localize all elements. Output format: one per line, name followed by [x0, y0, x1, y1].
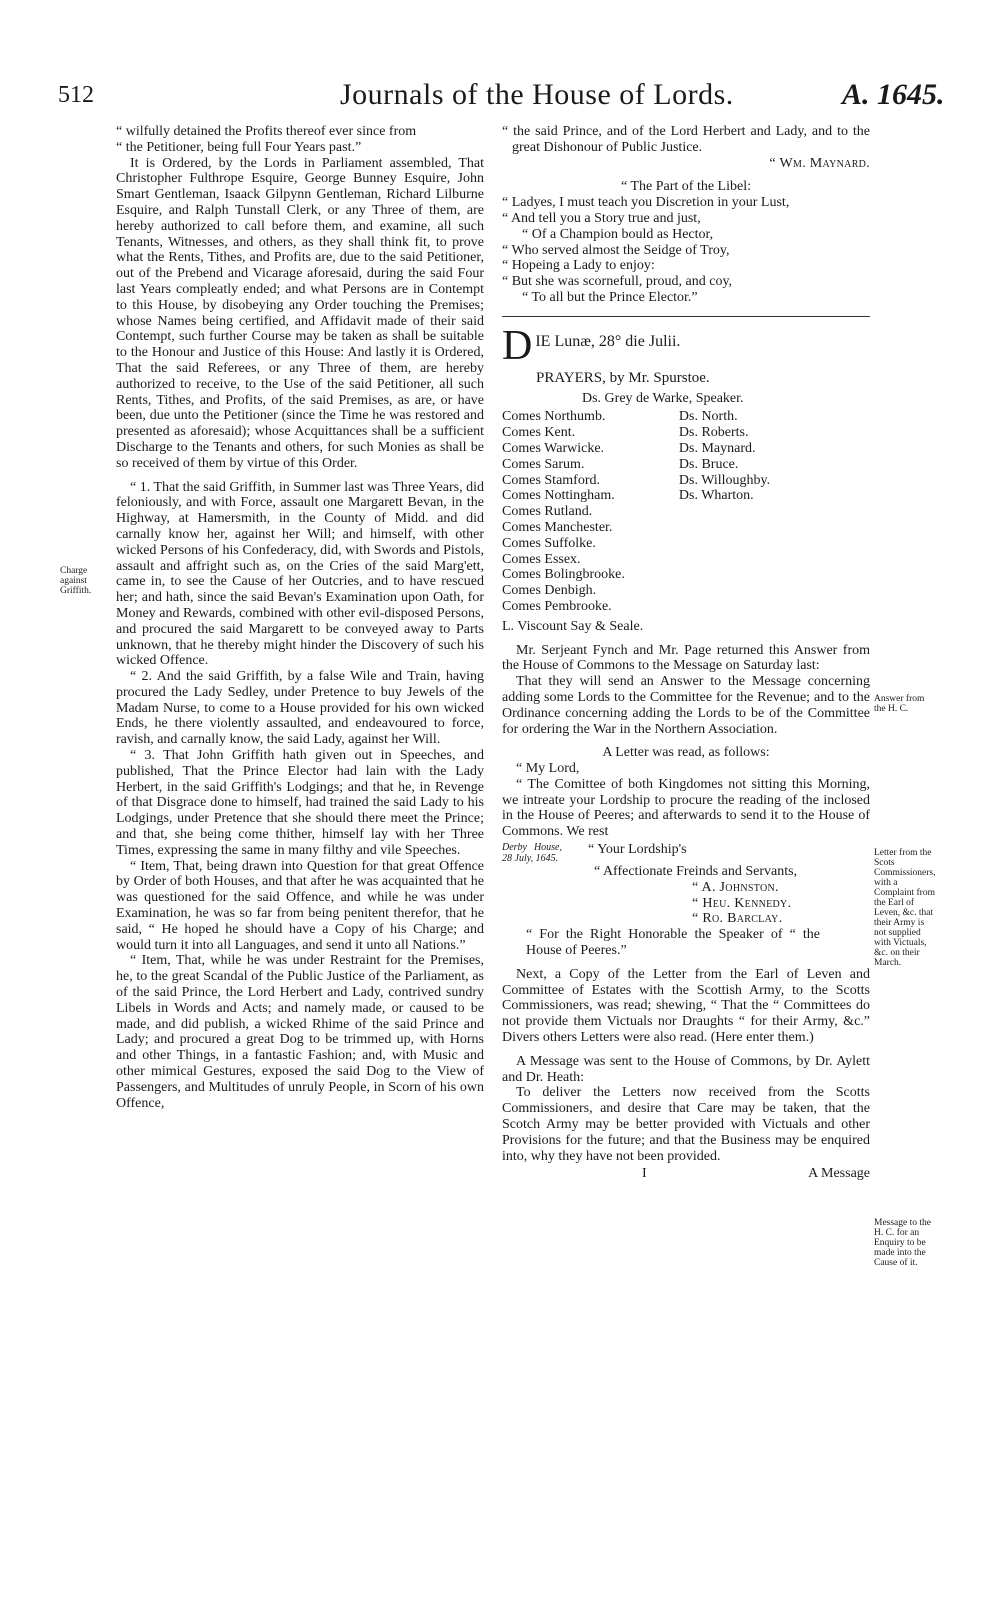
attendee: Comes Essex.	[502, 551, 581, 567]
date-initial: D	[502, 322, 533, 369]
message-paragraph: A Message was sent to the House of Commons, by Dr. Aylett and Dr. Heath:	[502, 1053, 870, 1085]
margin-note-letter: Letter from the Scots Commissioners, with a Complaint from the Earl of Leven, &c. that their Army is not supplied with Victuals, &c. on their March.	[874, 848, 936, 968]
attendance-lords	[679, 409, 770, 614]
margin-note-charge: Charge against Griffith.	[60, 566, 92, 596]
libel-continuation: “ the said Prince, and of the Lord Herbert and Lady, and to the great Dishonour of Public Justice.	[502, 124, 870, 155]
date-heading	[502, 322, 870, 369]
signer-2: “ Heu. Kennedy.	[692, 895, 792, 911]
attendee: Comes Nottingham.	[502, 488, 615, 504]
attendee: Comes Kent.	[502, 425, 576, 441]
signer-3: “ Ro. Barclay.	[692, 911, 783, 927]
charge-5: “ Item, That, while he was under Restraint for the Premises, he, to the great Scandal of the Public Justice of the Parliament, as of the said Prince, the Lord Herbert and Lady, contrived sundry Libels in Words and Acts; and namely made, or caused to be made, and did publish, a wicked Rhime of the said Prince and Lady; and procured a great Dog to be trimmed up, with Horns and other Things, in a fantastic Fashion; and, with Music and other mimical Gestures, exposed the said Dog to the View of Passengers, and Multitudes of unruly People, in Scorn of his own Offence,	[116, 953, 484, 1111]
attendee: Comes Northumb.	[502, 409, 606, 425]
libel-line-5: “ Hopeing a Lady to enjoy:	[502, 258, 655, 274]
date-text: IE Lunæ, 28° die Julii.	[535, 332, 681, 350]
section-divider	[502, 316, 870, 317]
opening-line-2: “ the Petitioner, being full Four Years past.”	[116, 139, 362, 155]
message-detail: To deliver the Letters now received from the Scotts Commissioners, and desire that Care may be taken, that the Scotch Army may be better provided with Victuals and other Provisions for the future; and that the Business may be enquired into, why they have not been provided.	[502, 1085, 870, 1164]
page-number: 512	[58, 82, 94, 108]
opening-line-1: “ wilfully detained the Profits thereof ever since from	[116, 124, 417, 139]
attendee: Ds. Roberts.	[678, 425, 749, 441]
letter-place-date: Derby House, 28 July, 1645.	[502, 842, 562, 865]
libel-line-2: “ And tell you a Story true and just,	[502, 210, 701, 226]
libel-line-3: “ Of a Champion bould as Hector,	[522, 226, 714, 242]
charge-1: “ 1. That the said Griffith, in Summer last was Three Years, did feloniously, and with Force, assault one Margarett Bevan, in the Highway, at Hamersmith, in the County of Midd. and did carnally know her, against her Will; and himself, with other wicked Persons of his Confederacy, did, with Swords and Pistols, assault and affright such as, on the Cries of the said Marg'ett, came in, to see the Cause of her Outcries, and to have rescued her; and hath, since the said Bevan's Examination upon Oath, for Money and Rewards, combined with other evil-disposed Persons, and procured the said Margarett to be conveyed away to Parts unknown, that he thereby might hinder the Discovery of such his wicked Offence.	[116, 479, 484, 669]
attendee: Comes Warwicke.	[502, 440, 605, 456]
charge-3: “ 3. That John Griffith hath given out in Speeches, and published, That the Prince Elector had lain with the Lady Herbert, in the said Griffith's Lodgings; and that he, in Revenge of that Disgrace done to himself, had trained the said Lady to his Lodgings, under Pretence that she should there meet the Prince; and that, she being come thither, himself lay with her Three Times, expressing the same in many filthy and vile Speeches.	[116, 748, 484, 858]
letter-intro: A Letter was read, as follows:	[602, 745, 770, 761]
letter-body: “ The Comittee of both Kingdomes not sitting this Morning, we intreate your Lordship to procure the reading of the inclosed in the House of Peeres; and afterwards to send it to the House of Commons. We rest	[502, 776, 870, 840]
libel-title: “ The Part of the Libel:	[621, 179, 751, 195]
letter-closing	[502, 842, 870, 864]
attendee: Comes Pembrooke.	[502, 598, 612, 614]
attendee: Comes Bolingbrooke.	[502, 567, 625, 583]
attendee: Ds. Willoughby.	[678, 472, 771, 488]
attendance-earls	[502, 409, 625, 614]
attendee: Ds. Wharton.	[678, 488, 754, 504]
libel-line-7: “ To all but the Prince Elector.”	[522, 289, 698, 305]
prayers-line: PRAYERS, by Mr. Spurstoe.	[536, 369, 710, 386]
letter-address: “ For the Right Honorable the Speaker of “ the House of Peeres.”	[526, 927, 820, 959]
libel-line-6: “ But she was scornefull, proud, and coy,	[502, 274, 733, 290]
attendee: Ds. Maynard.	[678, 440, 756, 456]
letter-closing-1: “ Your Lordship's	[588, 842, 687, 858]
signer-1: “ A. Johnston.	[692, 879, 779, 895]
libel-line-1: “ Ladyes, I must teach you Discretion in your Lust,	[502, 195, 790, 211]
attendance-list	[502, 409, 870, 614]
margin-note-message: Message to the H. C. for an Enquiry to be made into the Cause of it.	[874, 1218, 931, 1268]
right-column	[502, 124, 870, 1182]
answer-detail: That they will send an Answer to the Message concerning adding some Lords to the Committee for the Revenue; and to the Ordinance concerning adding the Lords to be of the Committee for ordering the War in the Northern Association.	[502, 674, 870, 737]
copy-paragraph: Next, a Copy of the Letter from the Earl of Leven and Committee of Estates with the Scottish Army, to the Scotts Commissioners, was read; shewing, “ That the “ Committees do not provide them Victuals nor Draughts “ for their Army, &c.” Divers others Letters were also read. (Here enter them.)	[502, 966, 870, 1046]
letter-salutation: “ My Lord,	[516, 761, 580, 777]
speaker-line: Ds. Grey de Warke, Speaker.	[582, 390, 744, 406]
left-column	[116, 124, 484, 1111]
letter-closing-2: “ Affectionate Freinds and Servants,	[594, 864, 798, 880]
charge-2: “ 2. And the said Griffith, by a false Wile and Train, having procured the Lady Sedley, under Pretence to buy Jewels of the Madam Nurse, to come to a House provided for his own wicked Ends, he there violently assaulted, and endeavoured to force, ravish, and carnally know, the said Lady, against her Will.	[116, 669, 484, 748]
page-header	[0, 78, 992, 122]
attendee: Comes Suffolke.	[502, 535, 596, 551]
year-heading: A. 1645.	[842, 78, 945, 111]
attendee: Comes Manchester.	[502, 519, 613, 535]
answer-paragraph: Mr. Serjeant Fynch and Mr. Page returned this Answer from the House of Commons to the Message on Saturday last:	[502, 642, 870, 674]
signature-mark: I	[642, 1166, 647, 1182]
attendee: Comes Denbigh.	[502, 583, 597, 599]
attendee: Comes Sarum.	[502, 456, 585, 472]
maynard-signature: “ Wm. Maynard.	[769, 155, 870, 171]
libel-line-4: “ Who served almost the Seidge of Troy,	[502, 242, 730, 258]
attendee: Ds. North.	[678, 409, 738, 425]
attendee: Comes Stamford.	[502, 472, 600, 488]
catchword: A Message	[808, 1166, 870, 1182]
margin-note-answer: Answer from the H. C.	[874, 694, 925, 714]
page-footer	[502, 1166, 870, 1182]
journal-title: Journals of the House of Lords.	[340, 78, 734, 111]
charge-4: “ Item, That, being drawn into Question for that great Offence by Order of both Houses, and that after he was acquainted that he was questioned for the said Offence, and while he was under Examination, he was so far from being penitent therefor, that he said, “ He hoped he should have a Copy of his Charge; and would turn it into all Languages, and send it unto all Nations.”	[116, 858, 484, 953]
attendee: Ds. Bruce.	[678, 456, 739, 472]
order-paragraph: It is Ordered, by the Lords in Parliament assembled, That Christopher Fulthrope Esquire, George Bunney Esquire, John Smart Gentleman, Isaack Gilpynn Gentleman, Richard Lilburne Esquire, and Ralph Tunstall Clerk, or any Three of them, are hereby authorized to call before them, and examine, all such Tenants, Witnesses, and others, as they shall think fit, to prove what the Rents, Tithes, and Profits are, due to the said Petitioner, out of the Prebend and Vicarage aforesaid, during the said Four last Years compleatly ended; and what Persons are in Contempt to this House, by disobeying any Order touching the Premises; whose Names being certified, and Affidavit made of their said Contempt, such further Course may be taken as shall be suitable to the Honour and Justice of this House: And lastly it is Ordered, That the said Referees, or any Three of them, are hereby authorized to receive, to the Use of the said Petitioner, all such Rents, Tithes, and Profits, of the said Premises, as are, or have been, due unto the Petitioner (since the Time he was restored and presented as aforesaid); whose Acquittances shall be a sufficient Discharge to the Tenants and others, for such Monies as shall be so received of them by virtue of this Order.	[116, 155, 484, 471]
viscount-line: L. Viscount Say & Seale.	[502, 618, 644, 634]
attendee: Comes Rutland.	[502, 504, 593, 520]
